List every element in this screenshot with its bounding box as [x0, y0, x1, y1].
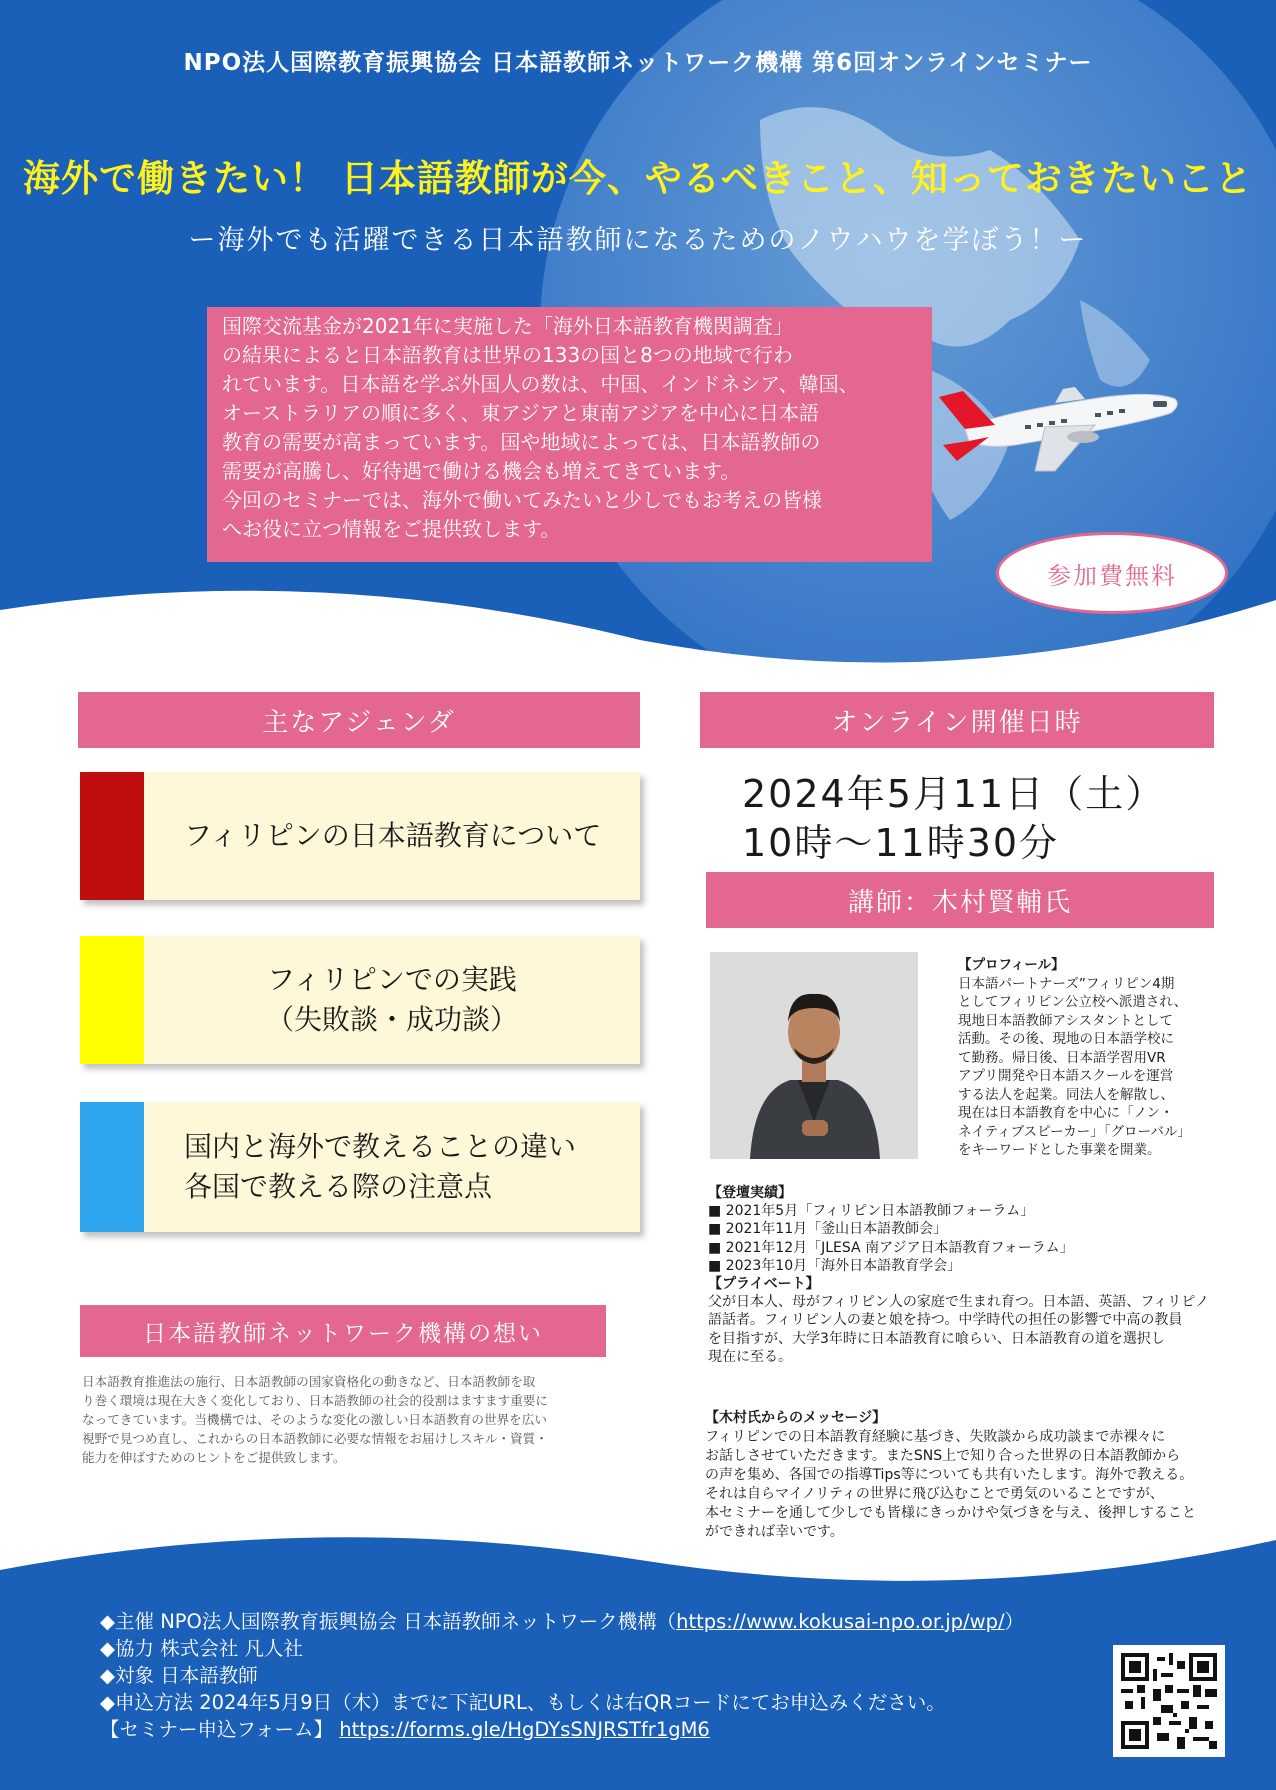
agenda-item — [80, 772, 640, 900]
subheadline: ー海外でも活躍できる日本語教師になるためのノウハウを学ぼう！ー — [188, 225, 1088, 256]
agenda-color-stripe — [80, 772, 144, 900]
private-text-line: 現在に至る。 — [708, 1348, 792, 1365]
agenda-item — [80, 1102, 640, 1232]
airplane-icon — [935, 385, 1185, 475]
record-label: 【登壇実績】 — [708, 1185, 792, 1201]
network-header: 日本語教師ネットワーク機構の想い — [80, 1305, 606, 1357]
lecturer-record — [708, 1184, 1228, 1366]
agenda-item-text: フィリピンの日本語教育について — [184, 819, 602, 852]
free-admission-badge: 参加費無料 — [996, 532, 1228, 614]
event-time: 10時～11時30分 — [742, 821, 1060, 865]
hero-banner — [0, 0, 1276, 680]
form-link[interactable]: https://forms.gle/HgDYsSNJRSTfr1gM6 — [339, 1718, 710, 1741]
private-label: 【プライベート】 — [708, 1276, 820, 1293]
footer-info — [100, 1608, 1024, 1743]
profile-label: 【プロフィール】 — [958, 957, 1065, 973]
lecturer-profile — [958, 956, 1218, 1160]
agenda-color-stripe — [80, 936, 144, 1064]
host-link[interactable]: https://www.kokusai-npo.or.jp/wp/ — [676, 1610, 1005, 1633]
record-item: ■ 2021年11月「釜山日本語教師会」 — [708, 1221, 948, 1238]
private-text-line: を目指すが、大学3年時に日本語教育に喰らい、日本語教育の道を選択し — [708, 1330, 1165, 1347]
network-text: 日本語教育推進法の施行、日本語教師の国家資格化の動きなど、日本語教師を取 り巻く環境は現在大きく変化しており、日本語教師の社会的役割はますます重要に なってきています。当機構では、そのような変化の激しい日本語教育の世界を広い 視野で見つめ直し、これからの日本語教師に必要な情報をお届けしスキル・資質・ 能力を伸ばすためのヒントをご提供致します。 — [82, 1374, 548, 1465]
online-schedule-header: オンライン開催日時 — [700, 692, 1214, 748]
headline: 海外で働きたい！ 日本語教師が今、やるべきこと、知っておきたいこと — [23, 157, 1253, 200]
agenda-item-text: 国内と海外で教えることの違い 各国で教える際の注意点 — [184, 1130, 577, 1203]
private-text-line: 語話者。フィリピン人の妻と娘を持つ。中学時代の担任の影響で中高の教員 — [708, 1312, 1183, 1329]
intro-text: 国際交流基金が2021年に実施した「海外日本語教育機関調査」 の結果によると日本語教育は世界の133の国と8つの地域で行わ れています。日本語を学ぶ外国人の数は、中国、インドネシア、韓国、 オーストラリアの順に多く、東アジアと東南アジアを中心に日本語 教育の需要が高まっています。国や地域によっては、日本語教師の 需要が高騰し、好待遇で働ける機会も増えてきています。 今回のセミナーでは、海外で働いてみたいと少しでもお考えの皆様 へお役に立つ情報をご提供致します。 — [222, 314, 859, 541]
form-line — [100, 1716, 1024, 1743]
intro-box — [207, 307, 932, 562]
event-date: 2024年5月11日（土） — [742, 772, 1166, 816]
record-item: ■ 2021年5月「フィリピン日本語教師フォーラム」 — [708, 1203, 1035, 1220]
organizer-line: NPO法人国際教育振興協会 日本語教師ネットワーク機構 第6回オンラインセミナー — [183, 50, 1093, 76]
form-label: 【セミナー申込フォーム】 — [100, 1718, 340, 1741]
profile-text: 日本語パートナーズ”フィリピン4期 としてフィリピン公立校へ派遣され、 現地日本語教師アシスタントとして 活動。その後、現地の日本語学校に て勤務。帰日後、日本語学習用VR アプリ開発や日本語スクールを運営 する法人を起業。同法人を解散し、 現在は日本語教育を中心に「ノン・ ネイティブスピーカー」「グローバル」 をキーワードとした事業を開業。 — [958, 975, 1191, 1158]
apply-line: ◆申込方法 2024年5月9日（木）までに下記URL、もしくは右QRコードにてお申込みください。 — [100, 1691, 946, 1714]
lecturer-header: 講師：木村賢輔氏 — [706, 872, 1214, 928]
host-suffix: ） — [1004, 1610, 1025, 1633]
agenda-item — [80, 936, 640, 1064]
message-label: 【木村氏からのメッセージ】 — [705, 1410, 887, 1426]
target-line: ◆対象 日本語教師 — [100, 1664, 258, 1687]
qr-code[interactable] — [1113, 1645, 1225, 1757]
lecturer-photo — [710, 952, 918, 1159]
agenda-color-stripe — [80, 1102, 144, 1232]
host-text: ◆主催 NPO法人国際教育振興協会 日本語教師ネットワーク機構（ — [100, 1610, 677, 1633]
message-text: フィリピンでの日本語教育経験に基づき、失敗談から成功談まで赤裸々に お話しさせていただきます。またSNS上で知り合った世界の日本語教師から の声を集め、各国での指導Tips等についても共有いたします。海外で教える。 それは自らマイノリティの世界に飛び込むことで勇気のいることですが、 本セミナーを通して少しでも皆様にきっかけや気づきを与え、後押しすること ができれば幸いです。 — [705, 1429, 1196, 1540]
host-line — [100, 1608, 1024, 1635]
agenda-header: 主なアジェンダ — [78, 692, 640, 748]
footer — [0, 1520, 1276, 1790]
agenda-item-text: フィリピンでの実践 （失敗談・成功談） — [265, 963, 518, 1036]
private-text-line: 父が日本人、母がフィリピン人の家庭で生まれ育つ。日本語、英語、フィリピノ — [708, 1294, 1210, 1311]
record-item: ■ 2023年10月「海外日本語教育学会」 — [708, 1257, 962, 1274]
record-item: ■ 2021年12月「JLESA 南アジア日本語教育フォーラム」 — [708, 1239, 1074, 1256]
cooperation-line: ◆協力 株式会社 凡人社 — [100, 1637, 303, 1660]
